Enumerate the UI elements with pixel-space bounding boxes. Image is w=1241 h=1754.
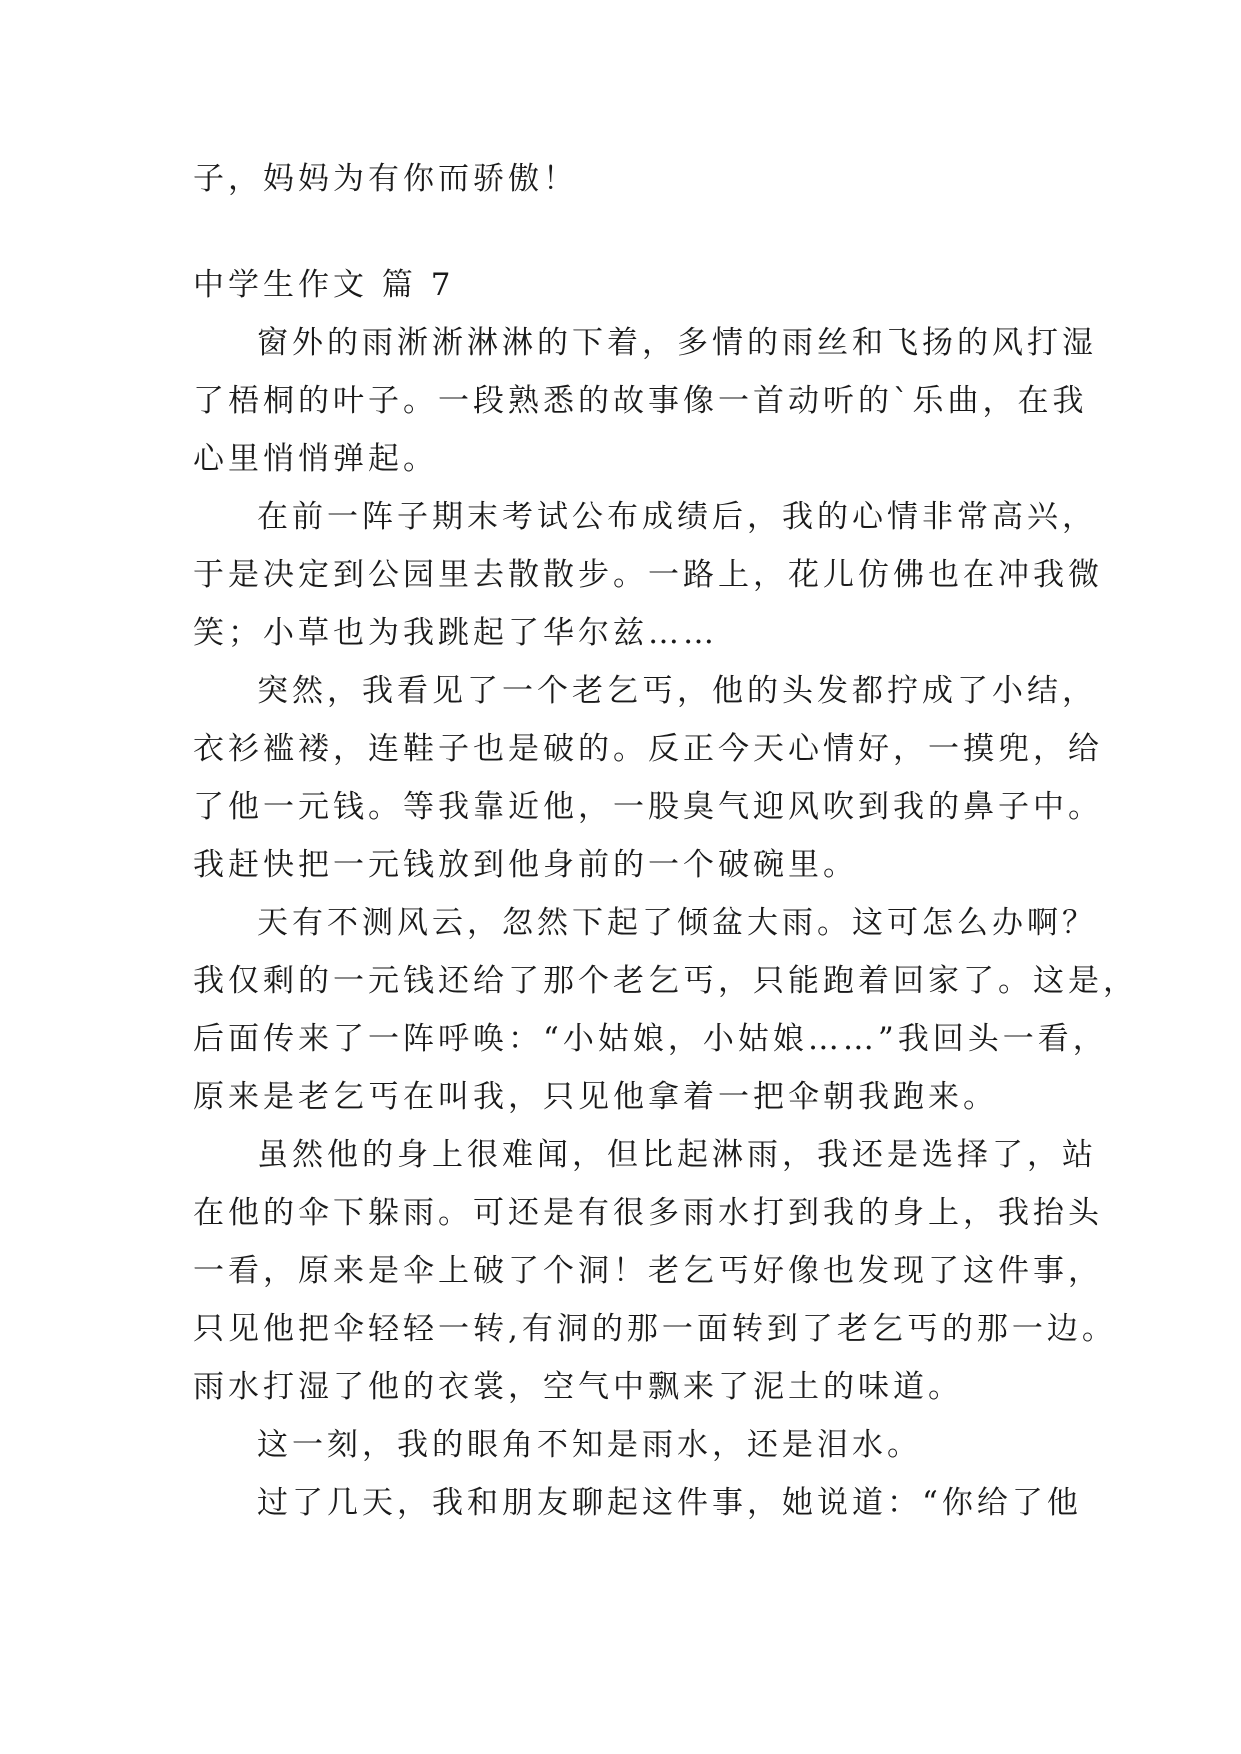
carryover-line: 子，妈妈为有你而骄傲！ <box>193 161 578 197</box>
paragraph-line: 天有不测风云，忽然下起了倾盆大雨。这可怎么办啊？ <box>257 905 1097 941</box>
paragraph-line: 雨水打湿了他的衣裳，空气中飘来了泥土的味道。 <box>193 1369 963 1405</box>
paragraph-line: 后面传来了一阵呼唤：“小姑娘，小姑娘……”我回头一看， <box>193 1021 1108 1057</box>
paragraph-line: 原来是老乞丐在叫我，只见他拿着一把伞朝我跑来。 <box>193 1079 998 1115</box>
paragraph <box>193 488 1103 662</box>
paragraph-line: 过了几天，我和朋友聊起这件事，她说道：“你给了他 <box>257 1485 1082 1521</box>
paragraph-line: 突然，我看见了一个老乞丐，他的头发都拧成了小结， <box>257 673 1097 709</box>
paragraph-line: 这一刻，我的眼角不知是雨水，还是泪水。 <box>257 1427 922 1463</box>
paragraph-line: 于是决定到公园里去散散步。一路上，花儿仿佛也在冲我微 <box>193 557 1103 593</box>
paragraph-line: 在他的伞下躲雨。可还是有很多雨水打到我的身上，我抬头 <box>193 1195 1103 1231</box>
paragraph-line: 一看，原来是伞上破了个洞！老乞丐好像也发现了这件事， <box>193 1253 1103 1289</box>
paragraph-line: 窗外的雨淅淅淋淋的下着，多情的雨丝和飞扬的风打湿 <box>257 325 1097 361</box>
paragraph-line: 只见他把伞轻轻一转,有洞的那一面转到了老乞丐的那一边。 <box>193 1311 1117 1347</box>
paragraph-line: 了他一元钱。等我靠近他，一股臭气迎风吹到我的鼻子中。 <box>193 789 1103 825</box>
paragraph <box>193 1474 1082 1532</box>
document-page <box>193 150 1138 1532</box>
paragraph <box>193 1126 1117 1416</box>
paragraph-line: 我仅剩的一元钱还给了那个老乞丐，只能跑着回家了。这是， <box>193 963 1138 999</box>
paragraph-line: 心里悄悄弹起。 <box>193 441 438 477</box>
paragraph <box>193 314 1097 488</box>
paragraph <box>193 894 1138 1126</box>
paragraph-line: 衣衫褴褛，连鞋子也是破的。反正今天心情好，一摸兜，给 <box>193 731 1103 767</box>
paragraph-line: 在前一阵子期末考试公布成绩后，我的心情非常高兴， <box>257 499 1097 535</box>
paragraph-line: 笑；小草也为我跳起了华尔兹…… <box>193 615 718 651</box>
paragraph-line: 虽然他的身上很难闻，但比起淋雨，我还是选择了，站 <box>257 1137 1097 1173</box>
paragraph <box>193 1416 1055 1474</box>
paragraph-line: 了梧桐的叶子。一段熟悉的故事像一首动听的`乐曲，在我 <box>193 383 1088 419</box>
paragraph <box>193 662 1103 894</box>
paragraph-line: 我赶快把一元钱放到他身前的一个破碗里。 <box>193 847 858 883</box>
section-heading: 中学生作文 篇 7 <box>193 267 455 303</box>
section-gap <box>193 208 1055 256</box>
